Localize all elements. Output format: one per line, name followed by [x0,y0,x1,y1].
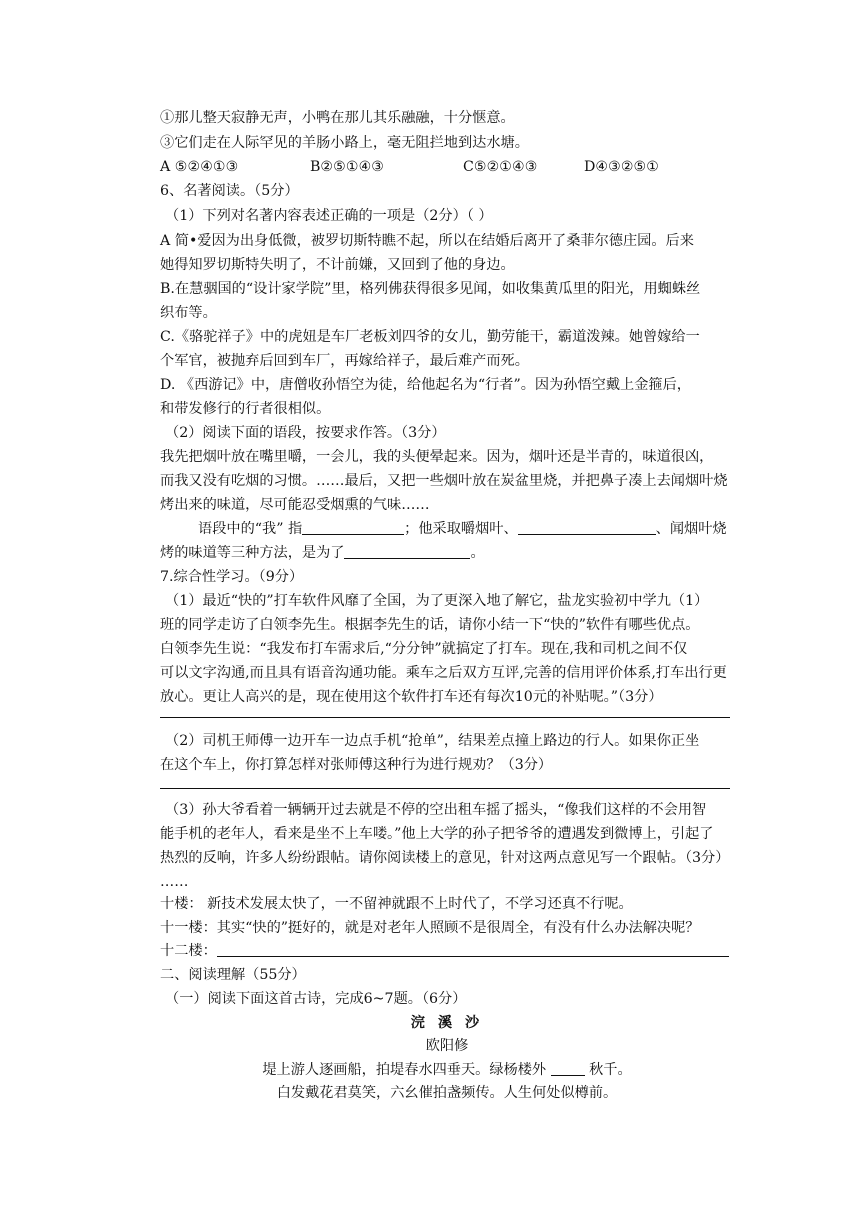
poem-title: 浣 溪 沙 [410,1015,484,1031]
text-line: 班的同学走访了白领李先生。根据李先生的话，请你小结一下“快的”软件有哪些优点。 [160,617,700,633]
text-line: 放心。更让人高兴的是，现在使用这个软件打车还有每次10元的补贴呢。”（3分） [160,689,663,705]
forum-post: 十楼： 新技术发展太快了，一不留神就跟不上时代了，不学习还真不行呢。 [160,896,633,912]
text-line: 她得知罗切斯特失明了，不计前嫌，又回到了他的身边。 [160,257,515,273]
text-span: 。 [470,545,485,561]
text-span: 烤的味道等三种方法，是为了 [160,545,345,561]
text-span: 、闻烟叶烧 [655,521,727,537]
answer-blank[interactable] [302,520,404,535]
text-line: D. 《西游记》中，唐僧收孙悟空为徒，给他起名为“行者”。因为孙悟空戴上金箍后， [160,377,691,393]
text-line: 能手机的老年人，看来是坐不上车喽。”他上大学的孙子把爷爷的遭遇发到微博上，引起了 [160,826,714,842]
text-line: C.《骆驼祥子》中的虎妞是车厂老板刘四爷的女儿，勤劳能干，霸道泼辣。她曾嫁给一 [160,329,700,345]
text-span: ；他采取嚼烟叶、 [404,521,518,537]
text-line: B.在慧骃国的“设计家学院”里，格列佛获得很多见闻，如收集黄瓜里的阳光，用蜘蛛丝 [160,281,701,297]
answer-line[interactable] [160,717,730,718]
text-line: 织布等。 [160,305,217,321]
text-span: 堤上游人逐画船，拍堤春水四垂天。绿杨楼外 [262,1062,547,1078]
answer-blank[interactable] [518,520,656,535]
text-line: 烤出来的味道，尽可能忍受烟熏的气味…… [160,497,430,513]
forum-reply-line [160,941,734,961]
text-line: ③它们走在人际罕见的羊肠小路上，毫无阻拦地到达水塘。 [160,135,529,151]
option-b: B②⑤①④③ [310,159,385,175]
section-heading: 二、阅读理解（55分） [160,967,306,983]
option-c: C⑤②①④③ [463,159,538,175]
option-d: D④③②⑤① [584,159,659,175]
answer-blank[interactable] [551,1061,585,1076]
question-heading: 7.综合性学习。（9分） [160,569,304,585]
option-a: A ⑤②④①③ [160,159,239,175]
text-line: A 简•爱因为出身低微，被罗切斯特瞧不起，所以在结婚后离开了桑菲尔德庄园。后来 [160,233,694,249]
ellipsis: …… [160,874,189,890]
sub-question: （2）阅读下面的语段，按要求作答。（3分） [165,425,446,441]
text-line: 和带发修行的行者很相似。 [160,401,331,417]
text-line: 个军官，被抛弃后回到车厂，再嫁给祥子，最后难产而死。 [160,353,529,369]
question-heading: 6、名著阅读。（5分） [160,183,299,199]
sub-question: （1）下列对名著内容表述正确的一项是（2分）（ ） [165,208,493,224]
text-span: 语段中的“我” 指 [198,521,303,537]
fill-blank-line [160,543,734,563]
text-line: 我先把烟叶放在嘴里嚼，一会儿，我的头便晕起来。因为，烟叶还是半青的，味道很凶， [160,449,714,465]
text-line: 可以文字沟通,而且具有语音沟通功能。乘车之后双方互评,完善的信用评价体系,打车出行更 [160,665,727,681]
text-line: 热烈的反响，许多人纷纷跟帖。请你阅读楼上的意见，针对这两点意见写一个跟帖。（3分） [160,850,730,866]
fill-blank-line [198,519,772,539]
text-line: 白领李先生说：“我发布打车需求后,“分分钟”就搞定了打车。现在,我和司机之间不仅 [160,641,688,657]
poem-line [160,1060,734,1080]
answer-options [160,157,734,177]
poem-line: 白发戴花君莫笑，六幺催拍盏频传。人生何处似樽前。 [276,1085,618,1101]
text-line: （2）司机王师傅一边开车一边点手机“抢单”，结果差点撞上路边的行人。如果你正坐 [165,733,700,749]
answer-line[interactable] [160,788,730,789]
text-line: （3）孙大爷看着一辆辆开过去就是不停的空出租车摇了摇头，“像我们这样的不会用智 [165,802,707,818]
answer-blank[interactable] [344,544,470,559]
text-line: ①那儿整天寂静无声，小鸭在那儿其乐融融，十分惬意。 [160,110,515,126]
forum-post: 十一楼：其实“快的”挺好的，就是对老年人照顾不是很周全，有没有什么办法解决呢？ [160,920,700,936]
text-line: 在这个车上，你打算怎样对张师傅这种行为进行规劝？（3分） [160,757,553,773]
answer-blank[interactable] [217,942,729,957]
text-span: 秋千。 [589,1062,632,1078]
sub-section-heading: （一）阅读下面这首古诗，完成6~7题。（6分） [165,991,467,1007]
poem-author: 欧阳修 [425,1038,469,1054]
text-line: 而我又没有吃烟的习惯。……最后，又把一些烟叶放在炭盆里烧，并把鼻子凑上去闻烟叶烧 [160,473,728,489]
text-span: 十二楼： [160,943,217,959]
text-line: （1）最近“快的”打车软件风靡了全国，为了更深入地了解它，盐龙实验初中学九（1） [165,593,709,609]
